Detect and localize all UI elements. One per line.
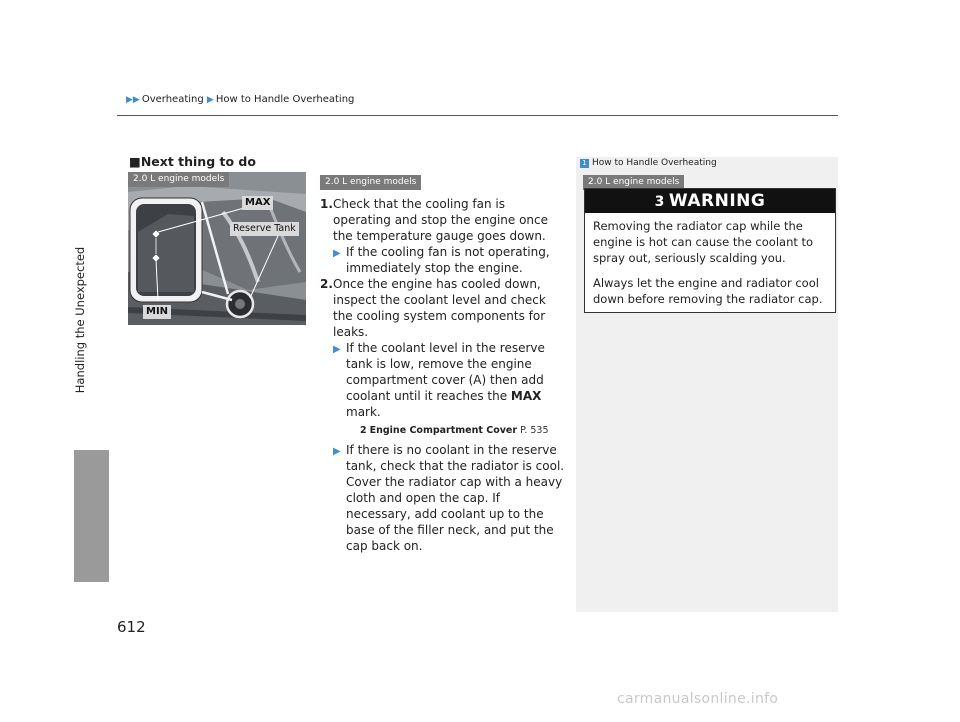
warning-paragraph-2: Always let the engine and radiator cool down before removing the radiator cap. [593,276,823,306]
instructions-model-tag: 2.0 L engine models [320,175,421,190]
section-heading-text: Next thing to do [140,154,256,169]
instructions [320,172,565,554]
step-2-sub-1-tail: mark. [346,405,381,419]
breadcrumb-part-overheating[interactable]: Overheating [141,94,204,105]
max-mark-label: MAX [510,389,542,403]
step-2-sub-1-text: If the coolant level in the reserve tank is low, remove the engine compartment cover (A) then add coolant until it reaches the [346,341,545,403]
step-2-text: Once the engine has cooled down, inspect the coolant level and check the cooling system components for leaks. [333,277,546,339]
step-2-sub-2 [320,442,565,554]
step-2-number: 2. [320,277,333,291]
reference-icon: 2 [360,425,367,436]
callout-max: MAX [242,196,273,210]
arrow-right-icon: ▶ [333,248,341,259]
step-1 [320,196,565,244]
header-divider [117,115,838,116]
reference-page: P. 535 [520,425,549,436]
side-note-model-tag: 2.0 L engine models [583,175,684,190]
warning-title: WARNING [668,191,766,211]
chevron-right-icon: ▶▶ [126,95,140,105]
warning-triangle-icon: 3 [654,194,665,210]
step-1-number: 1. [320,197,333,211]
callout-reserve-tank: Reserve Tank [230,222,299,236]
warning-box [584,188,836,313]
step-1-sub-text: If the cooling fan is not operating, immediately stop the engine. [346,245,550,275]
step-2-sub-2-text: If there is no coolant in the reserve tank, check that the radiator is cool. Cover the radiator cap with a heavy cloth and open the cap. If necessary, add coolant up to the base of the filler neck, and put the cap back on. [346,443,565,553]
engine-bay-figure [128,172,306,325]
breadcrumb-part-how-to-handle[interactable]: How to Handle Overheating [215,94,355,105]
footer-watermark[interactable]: carmanualsonline.info [617,691,779,707]
callout-min: MIN [143,305,171,319]
warning-header [585,189,835,213]
cross-reference[interactable] [320,423,565,439]
figure-model-tag: 2.0 L engine models [128,172,229,187]
side-note-title: How to Handle Overheating [592,158,717,168]
section-heading [129,154,256,169]
breadcrumb [126,94,354,105]
chapter-side-marker [74,450,109,582]
engine-bay-illustration [128,172,306,325]
note-number-icon: 1 [580,159,589,168]
arrow-right-icon: ▶ [333,446,341,457]
step-1-text: Check that the cooling fan is operating and stop the engine once the temperature gauge goes down. [333,197,549,243]
warning-paragraph-1: Removing the radiator cap while the engine is hot can cause the coolant to spray out, seriously scalding you. [593,219,814,265]
page-number: 612 [117,618,146,636]
step-1-sub [320,244,565,276]
arrow-right-icon: ▶ [333,344,341,355]
side-note-header [580,158,717,168]
square-bullet-icon: ■ [129,154,141,169]
chapter-side-tab: Handling the Unexpected [73,246,87,394]
step-2 [320,276,565,340]
chevron-right-icon: ▶ [206,95,214,105]
reference-link[interactable]: Engine Compartment Cover [369,425,518,436]
step-2-sub-1 [320,340,565,420]
side-note-panel [576,157,838,612]
